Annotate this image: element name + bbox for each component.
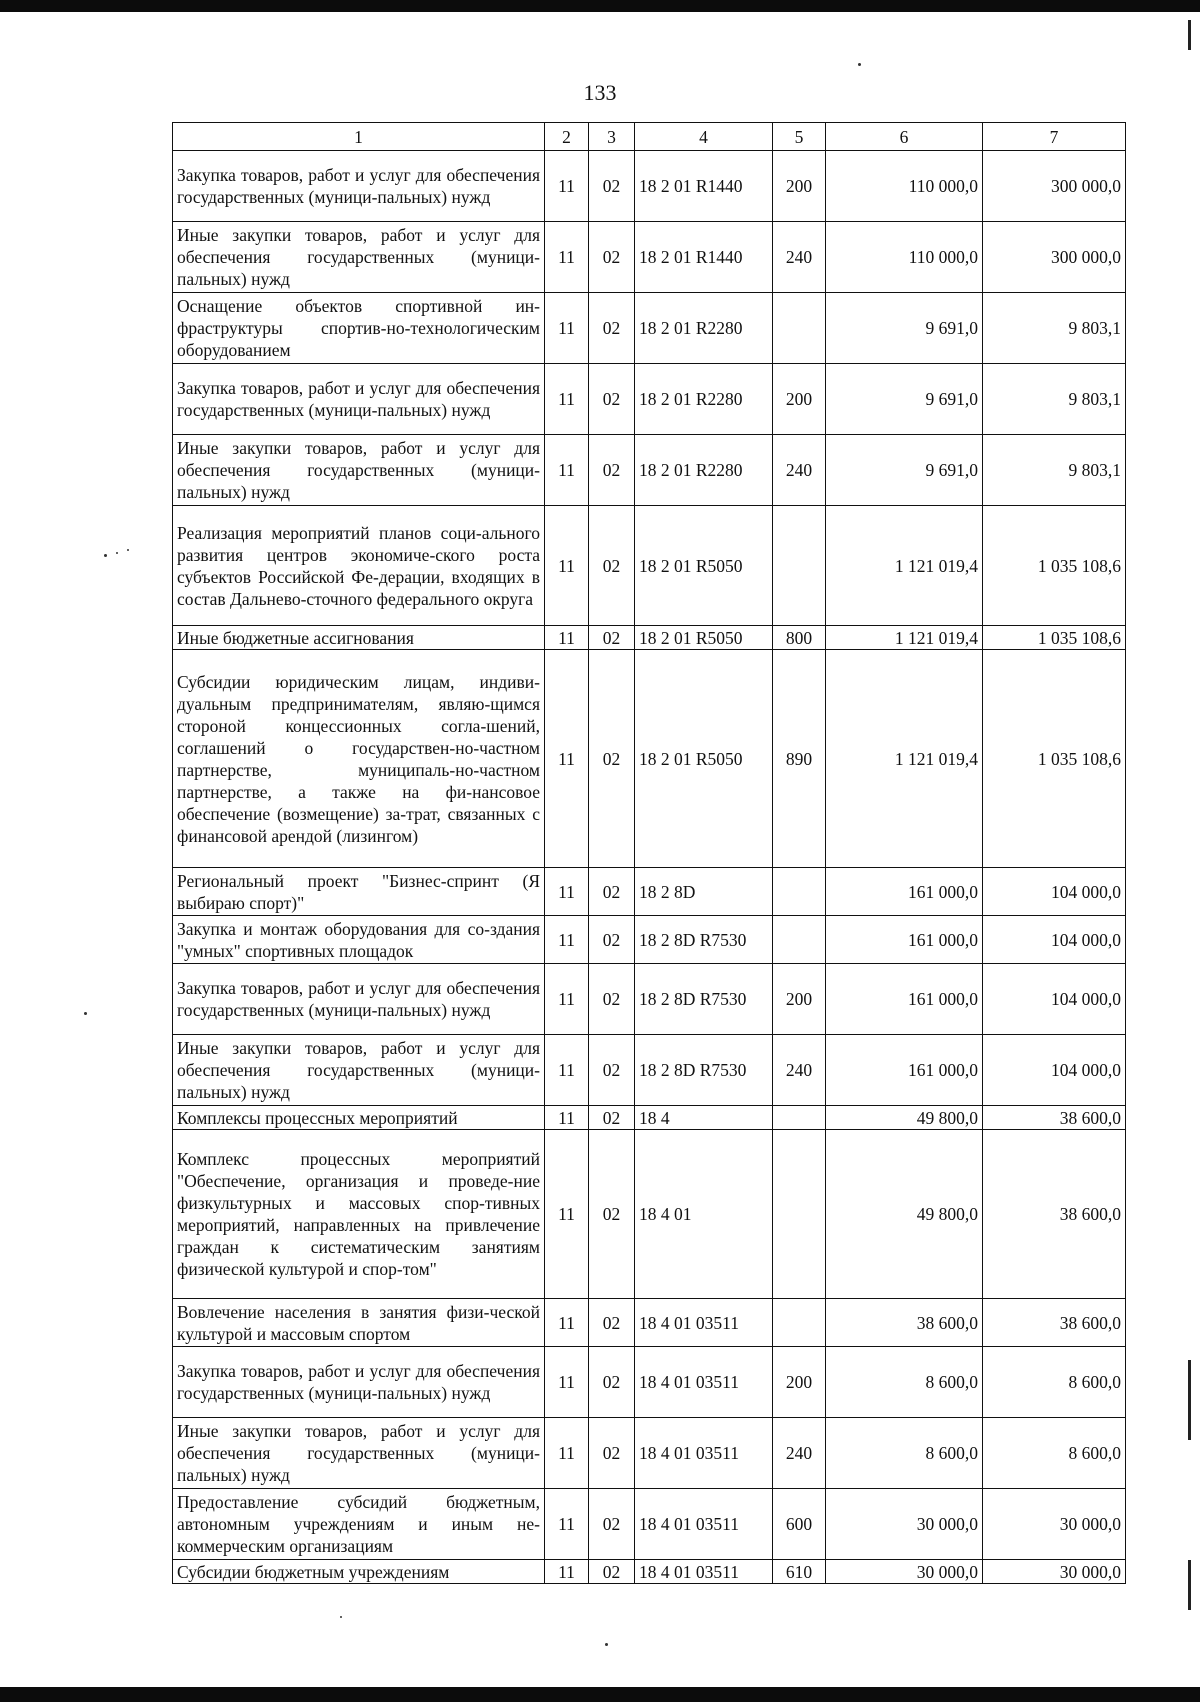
table-row xyxy=(173,916,1126,964)
amount-year-1: 161 000,0 xyxy=(826,964,983,1035)
subsection-code: 02 xyxy=(589,1106,635,1130)
section-code: 11 xyxy=(545,151,589,222)
amount-year-1: 9 691,0 xyxy=(826,364,983,435)
scan-speck xyxy=(104,554,107,557)
expense-type-code xyxy=(773,1106,826,1130)
row-name: Закупка товаров, работ и услуг для обеспечения государственных (муници-пальных) нужд xyxy=(173,364,545,435)
table-row xyxy=(173,506,1126,626)
amount-year-1: 8 600,0 xyxy=(826,1347,983,1418)
row-name: Закупка товаров, работ и услуг для обеспечения государственных (муници-пальных) нужд xyxy=(173,964,545,1035)
row-name: Закупка товаров, работ и услуг для обеспечения государственных (муници-пальных) нужд xyxy=(173,151,545,222)
column-header: 5 xyxy=(773,123,826,151)
table-row xyxy=(173,364,1126,435)
amount-year-2: 9 803,1 xyxy=(983,435,1126,506)
row-name: Оснащение объектов спортивной ин-фраструктуры спортив-но-технологическим оборудованием xyxy=(173,293,545,364)
scan-speck xyxy=(858,63,861,66)
amount-year-1: 161 000,0 xyxy=(826,1035,983,1106)
target-article-code: 18 2 01 R2280 xyxy=(635,364,773,435)
target-article-code: 18 4 01 03511 xyxy=(635,1418,773,1489)
section-code: 11 xyxy=(545,1347,589,1418)
amount-year-1: 9 691,0 xyxy=(826,293,983,364)
table-row xyxy=(173,964,1126,1035)
section-code: 11 xyxy=(545,293,589,364)
scan-speck xyxy=(340,1616,342,1618)
subsection-code: 02 xyxy=(589,293,635,364)
row-name: Субсидии юридическим лицам, индиви-дуальным предпринимателям, являю-щимся стороной концессионных согла-шений, соглашений о государствен-но-частном партнерстве, муниципаль-но-частном партнерстве, а также на фи-нансовое обеспечение (возмещение) за-трат, связанных с финансовой арендой (лизингом) xyxy=(173,650,545,868)
expense-type-code xyxy=(773,1130,826,1299)
table-row xyxy=(173,293,1126,364)
table-header-row xyxy=(173,123,1126,151)
section-code: 11 xyxy=(545,916,589,964)
row-name: Иные закупки товаров, работ и услуг для обеспечения государственных (муници-пальных) нужд xyxy=(173,222,545,293)
subsection-code: 02 xyxy=(589,1347,635,1418)
subsection-code: 02 xyxy=(589,151,635,222)
target-article-code: 18 4 01 03511 xyxy=(635,1347,773,1418)
row-name: Иные закупки товаров, работ и услуг для обеспечения государственных (муници-пальных) нужд xyxy=(173,435,545,506)
scan-edge-mark xyxy=(1188,20,1191,50)
scan-border-top xyxy=(0,0,1200,12)
amount-year-2: 1 035 108,6 xyxy=(983,506,1126,626)
expense-type-code: 890 xyxy=(773,650,826,868)
expense-type-code xyxy=(773,293,826,364)
table-row xyxy=(173,435,1126,506)
expense-type-code: 240 xyxy=(773,1035,826,1106)
amount-year-1: 110 000,0 xyxy=(826,222,983,293)
amount-year-2: 30 000,0 xyxy=(983,1560,1126,1584)
row-name: Закупка товаров, работ и услуг для обеспечения государственных (муници-пальных) нужд xyxy=(173,1347,545,1418)
expense-type-code: 200 xyxy=(773,364,826,435)
target-article-code: 18 4 01 xyxy=(635,1130,773,1299)
subsection-code: 02 xyxy=(589,868,635,916)
target-article-code: 18 2 01 R2280 xyxy=(635,435,773,506)
amount-year-2: 9 803,1 xyxy=(983,293,1126,364)
section-code: 11 xyxy=(545,1299,589,1347)
amount-year-1: 161 000,0 xyxy=(826,868,983,916)
scan-speck xyxy=(84,1012,87,1015)
section-code: 11 xyxy=(545,626,589,650)
scan-edge-mark xyxy=(1188,1360,1191,1440)
expense-type-code: 240 xyxy=(773,1418,826,1489)
target-article-code: 18 2 01 R5050 xyxy=(635,650,773,868)
section-code: 11 xyxy=(545,1106,589,1130)
scan-edge-mark xyxy=(1188,1560,1191,1610)
scan-speck xyxy=(116,552,118,554)
amount-year-1: 161 000,0 xyxy=(826,916,983,964)
table-row xyxy=(173,1560,1126,1584)
amount-year-1: 38 600,0 xyxy=(826,1299,983,1347)
amount-year-2: 38 600,0 xyxy=(983,1106,1126,1130)
subsection-code: 02 xyxy=(589,364,635,435)
amount-year-1: 9 691,0 xyxy=(826,435,983,506)
column-header: 2 xyxy=(545,123,589,151)
budget-table xyxy=(172,122,1126,1584)
amount-year-1: 1 121 019,4 xyxy=(826,506,983,626)
table-row xyxy=(173,1035,1126,1106)
amount-year-1: 30 000,0 xyxy=(826,1489,983,1560)
page-number: 133 xyxy=(583,80,617,105)
amount-year-2: 38 600,0 xyxy=(983,1299,1126,1347)
table-row xyxy=(173,1106,1126,1130)
amount-year-2: 8 600,0 xyxy=(983,1347,1126,1418)
target-article-code: 18 2 01 R5050 xyxy=(635,626,773,650)
target-article-code: 18 2 8D xyxy=(635,868,773,916)
amount-year-2: 104 000,0 xyxy=(983,916,1126,964)
section-code: 11 xyxy=(545,650,589,868)
subsection-code: 02 xyxy=(589,626,635,650)
table-row xyxy=(173,1489,1126,1560)
row-name: Предоставление субсидий бюджетным, автономным учреждениям и иным не-коммерческим организациям xyxy=(173,1489,545,1560)
expense-type-code xyxy=(773,506,826,626)
section-code: 11 xyxy=(545,435,589,506)
section-code: 11 xyxy=(545,868,589,916)
target-article-code: 18 2 01 R1440 xyxy=(635,222,773,293)
row-name: Закупка и монтаж оборудования для со-здания "умных" спортивных площадок xyxy=(173,916,545,964)
section-code: 11 xyxy=(545,1418,589,1489)
section-code: 11 xyxy=(545,506,589,626)
amount-year-2: 1 035 108,6 xyxy=(983,626,1126,650)
section-code: 11 xyxy=(545,964,589,1035)
subsection-code: 02 xyxy=(589,964,635,1035)
table-row xyxy=(173,222,1126,293)
amount-year-2: 300 000,0 xyxy=(983,222,1126,293)
target-article-code: 18 2 8D R7530 xyxy=(635,964,773,1035)
expense-type-code: 240 xyxy=(773,435,826,506)
row-name: Иные закупки товаров, работ и услуг для обеспечения государственных (муници-пальных) нужд xyxy=(173,1418,545,1489)
subsection-code: 02 xyxy=(589,916,635,964)
amount-year-1: 49 800,0 xyxy=(826,1106,983,1130)
amount-year-1: 8 600,0 xyxy=(826,1418,983,1489)
expense-type-code: 200 xyxy=(773,1347,826,1418)
table-row xyxy=(173,868,1126,916)
table-row xyxy=(173,626,1126,650)
table-row xyxy=(173,151,1126,222)
column-header: 4 xyxy=(635,123,773,151)
target-article-code: 18 2 8D R7530 xyxy=(635,1035,773,1106)
scan-speck xyxy=(127,549,129,551)
target-article-code: 18 4 01 03511 xyxy=(635,1489,773,1560)
expense-type-code: 200 xyxy=(773,151,826,222)
section-code: 11 xyxy=(545,1489,589,1560)
row-name: Комплексы процессных мероприятий xyxy=(173,1106,545,1130)
subsection-code: 02 xyxy=(589,506,635,626)
expense-type-code xyxy=(773,868,826,916)
subsection-code: 02 xyxy=(589,1560,635,1584)
expense-type-code: 800 xyxy=(773,626,826,650)
table-row xyxy=(173,1130,1126,1299)
subsection-code: 02 xyxy=(589,435,635,506)
amount-year-1: 1 121 019,4 xyxy=(826,650,983,868)
row-name: Региональный проект "Бизнес-спринт (Я выбираю спорт)" xyxy=(173,868,545,916)
target-article-code: 18 2 8D R7530 xyxy=(635,916,773,964)
amount-year-2: 8 600,0 xyxy=(983,1418,1126,1489)
table-row xyxy=(173,1347,1126,1418)
amount-year-2: 104 000,0 xyxy=(983,1035,1126,1106)
subsection-code: 02 xyxy=(589,1130,635,1299)
expense-type-code: 200 xyxy=(773,964,826,1035)
amount-year-2: 104 000,0 xyxy=(983,868,1126,916)
amount-year-2: 300 000,0 xyxy=(983,151,1126,222)
amount-year-2: 104 000,0 xyxy=(983,964,1126,1035)
column-header: 6 xyxy=(826,123,983,151)
target-article-code: 18 4 01 03511 xyxy=(635,1560,773,1584)
section-code: 11 xyxy=(545,222,589,293)
section-code: 11 xyxy=(545,1560,589,1584)
column-header: 3 xyxy=(589,123,635,151)
subsection-code: 02 xyxy=(589,1489,635,1560)
row-name: Реализация мероприятий планов соци-ального развития центров экономиче-ского роста субъектов Российской Фе-дерации, входящих в состав Дальнево-сточного федерального округа xyxy=(173,506,545,626)
amount-year-2: 9 803,1 xyxy=(983,364,1126,435)
target-article-code: 18 4 xyxy=(635,1106,773,1130)
amount-year-2: 38 600,0 xyxy=(983,1130,1126,1299)
section-code: 11 xyxy=(545,1130,589,1299)
scan-speck xyxy=(605,1643,608,1646)
expense-type-code xyxy=(773,916,826,964)
subsection-code: 02 xyxy=(589,222,635,293)
table-row xyxy=(173,1299,1126,1347)
section-code: 11 xyxy=(545,1035,589,1106)
column-header: 1 xyxy=(173,123,545,151)
target-article-code: 18 2 01 R2280 xyxy=(635,293,773,364)
amount-year-2: 1 035 108,6 xyxy=(983,650,1126,868)
target-article-code: 18 4 01 03511 xyxy=(635,1299,773,1347)
subsection-code: 02 xyxy=(589,650,635,868)
subsection-code: 02 xyxy=(589,1299,635,1347)
subsection-code: 02 xyxy=(589,1418,635,1489)
table-body xyxy=(173,151,1126,1584)
expense-type-code xyxy=(773,1299,826,1347)
row-name: Комплекс процессных мероприятий "Обеспечение, организация и проведе-ние физкультурных и массовых спор-тивных мероприятий, направленных на привлечение граждан к систематическим занятиям физической культурой и спор-том" xyxy=(173,1130,545,1299)
table-row xyxy=(173,1418,1126,1489)
amount-year-2: 30 000,0 xyxy=(983,1489,1126,1560)
subsection-code: 02 xyxy=(589,1035,635,1106)
row-name: Вовлечение населения в занятия физи-ческой культурой и массовым спортом xyxy=(173,1299,545,1347)
row-name: Субсидии бюджетным учреждениям xyxy=(173,1560,545,1584)
amount-year-1: 49 800,0 xyxy=(826,1130,983,1299)
amount-year-1: 110 000,0 xyxy=(826,151,983,222)
column-header: 7 xyxy=(983,123,1126,151)
amount-year-1: 1 121 019,4 xyxy=(826,626,983,650)
target-article-code: 18 2 01 R5050 xyxy=(635,506,773,626)
row-name: Иные бюджетные ассигнования xyxy=(173,626,545,650)
row-name: Иные закупки товаров, работ и услуг для обеспечения государственных (муници-пальных) нужд xyxy=(173,1035,545,1106)
expense-type-code: 610 xyxy=(773,1560,826,1584)
expense-type-code: 240 xyxy=(773,222,826,293)
amount-year-1: 30 000,0 xyxy=(826,1560,983,1584)
section-code: 11 xyxy=(545,364,589,435)
table-row xyxy=(173,650,1126,868)
scan-border-bottom xyxy=(0,1687,1200,1702)
expense-type-code: 600 xyxy=(773,1489,826,1560)
target-article-code: 18 2 01 R1440 xyxy=(635,151,773,222)
